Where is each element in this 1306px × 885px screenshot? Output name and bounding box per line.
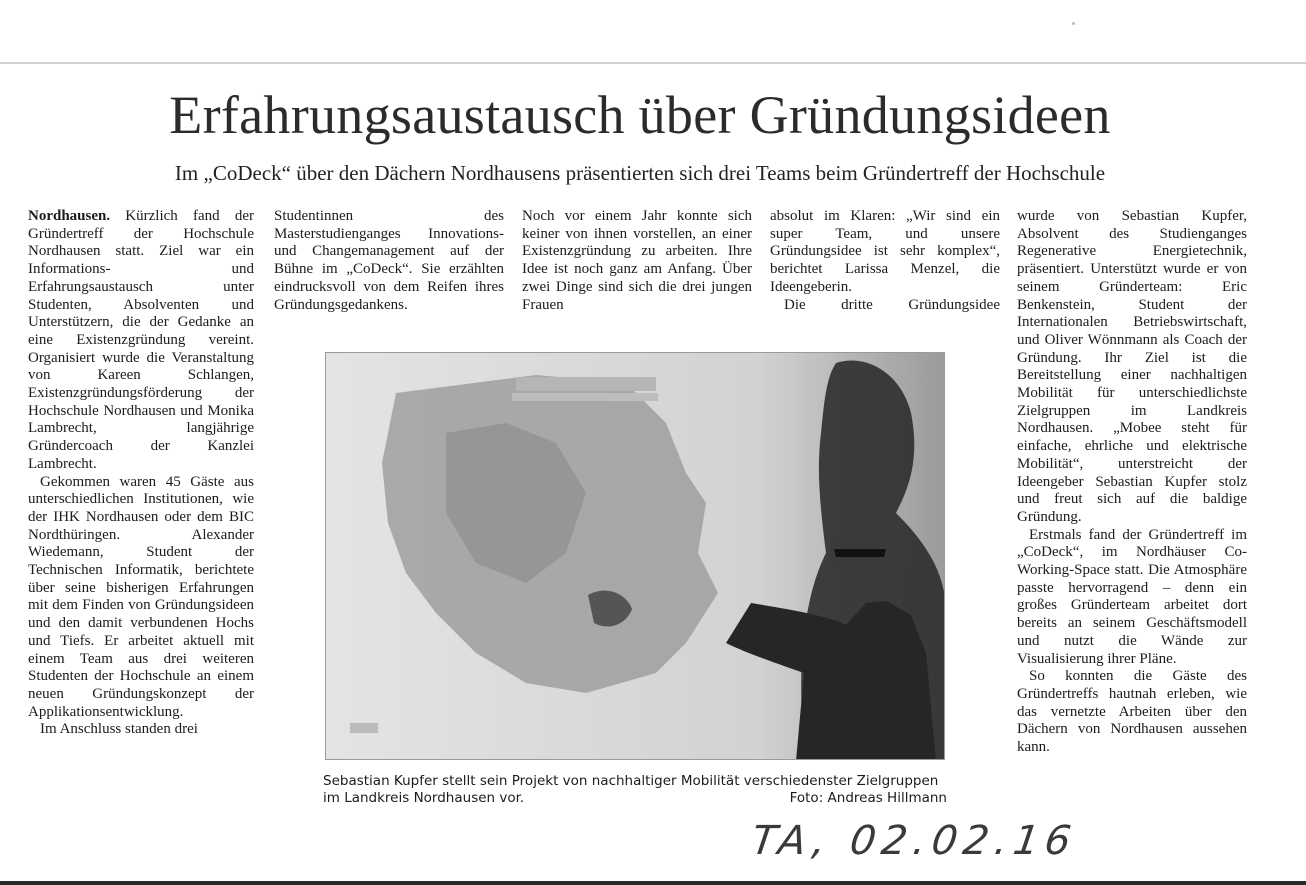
map-legend-box bbox=[350, 723, 378, 733]
scan-speck bbox=[1072, 22, 1075, 25]
paragraph: wurde von Sebastian Kupfer, Absolvent des Studienganges Regenerative Energietechnik, präsentiert. Unterstützt wurde er von seinem Gründerteam: Eric Benkenstein, Student der Internationalen Betriebswirtschaft, und Oliver Wönnmann als Coach der Gründung. Ihr Ziel ist die Bereitstellung einer nachhaltigen Mobilität für unterschiedlichste Zielgruppen im Landkreis Nordhausen. „Mobee steht für einfache, ehrliche und elektrische Mobilität“, unterstreicht der Ideengeber Sebastian Kupfer stolz und freut sich auf die baldige Gründung. bbox=[1017, 208, 1247, 525]
scan-bottom-edge bbox=[0, 881, 1306, 885]
photo-credit: Foto: Andreas Hillmann bbox=[789, 790, 947, 806]
paragraph: Erstmals fand der Gründertreff im „CoDeck“, im Nordhäuser Co-Working-Space statt. Die Atmosphäre passte hervorragend – denn ein großes Gründerteam arbeitet dort bereits an seinem Geschäftsmodell und nutzt die Wände zur Visualisierung ihrer Pläne. bbox=[1017, 526, 1247, 667]
paragraph: Noch vor einem Jahr konnte sich keiner von ihnen vorstellen, an einer Existenzgründung zu arbeiten. Ihre Idee ist noch ganz am Anfang. Über zwei Dinge sind sich die drei jungen Frauen bbox=[522, 208, 752, 313]
dateline: Nordhausen. bbox=[28, 208, 111, 224]
paragraph: Studentinnen des Masterstudienganges Innovations- und Changemanagement auf der Bühne im „CoDeck“. Sie erzählten eindrucksvoll von dem Reifen ihres Gründungsgedankens. bbox=[274, 208, 504, 313]
caption-text: Sebastian Kupfer stellt sein Projekt von nachhaltiger Mobilität verschiedenster Zielgruppen im Landkreis Nordhausen vor. bbox=[323, 773, 939, 806]
article-column-3 bbox=[522, 208, 752, 323]
map-subtitle-strip bbox=[512, 393, 658, 401]
handwritten-source-date: TA, 02.02.16 bbox=[748, 818, 1080, 864]
photo-caption bbox=[323, 773, 947, 807]
paragraph bbox=[28, 208, 254, 474]
subheadline: Im „CoDeck“ über den Dächern Nordhausens präsentierten sich drei Teams beim Gründertreff der Hochschule bbox=[174, 161, 1106, 185]
map-title-strip bbox=[516, 377, 656, 391]
paragraph-text: Kürzlich fand der Gründertreff der Hochschule Nordhausen statt. Ziel war ein Informations- und Erfahrungsaustausch unter Studenten, Absolventen und Unterstützern, die der Gedanke an eine Existenzgründung vereint. Organisiert wurde die Veranstaltung von Kareen Schlangen, Existenzgründungsförderung der Hochschule Nordhausen und Monika Lambrecht, langjährige Gründercoach der Kanzlei Lambrecht. bbox=[28, 208, 254, 472]
person-glasses bbox=[834, 549, 886, 557]
paragraph: Im Anschluss standen drei bbox=[40, 721, 198, 738]
paragraph: absolut im Klaren: „Wir sind ein super Team, und unsere Gründungsidee ist sehr komplex“, berichtet Larissa Menzel, die Ideengeberin. bbox=[770, 208, 1000, 295]
article-column-5 bbox=[1017, 208, 1247, 818]
photo-illustration bbox=[326, 353, 945, 760]
article-photo bbox=[325, 352, 945, 760]
article-column-4 bbox=[770, 208, 1000, 323]
article-column-2 bbox=[274, 208, 504, 323]
paragraph: So konnten die Gäste des Gründertreffs hautnah erleben, wie das vernetzte Arbeiten über den Dächern von Nordhausen aussehen kann. bbox=[1017, 668, 1247, 756]
scan-edge-line bbox=[0, 62, 1306, 64]
headline: Erfahrungsaustausch über Gründungsideen bbox=[169, 85, 1111, 145]
paragraph: Die dritte Gründungsidee bbox=[784, 296, 1000, 313]
article-column-1 bbox=[28, 208, 254, 808]
paragraph: Gekommen waren 45 Gäste aus unterschiedlichen Institutionen, wie der IHK Nordhausen oder dem BIC Nordthüringen. Alexander Wiedemann, Student der Technischen Informatik, berichtete über seine bisherigen Erfahrungen mit dem Finden von Gründungsideen und den damit verbundenen Hochs und Tiefs. Er arbeitet aktuell mit einem Team aus drei weiteren Studenten der Hochschule an einem neuen Gründungskonzept der Applikationsentwicklung. bbox=[28, 473, 254, 720]
